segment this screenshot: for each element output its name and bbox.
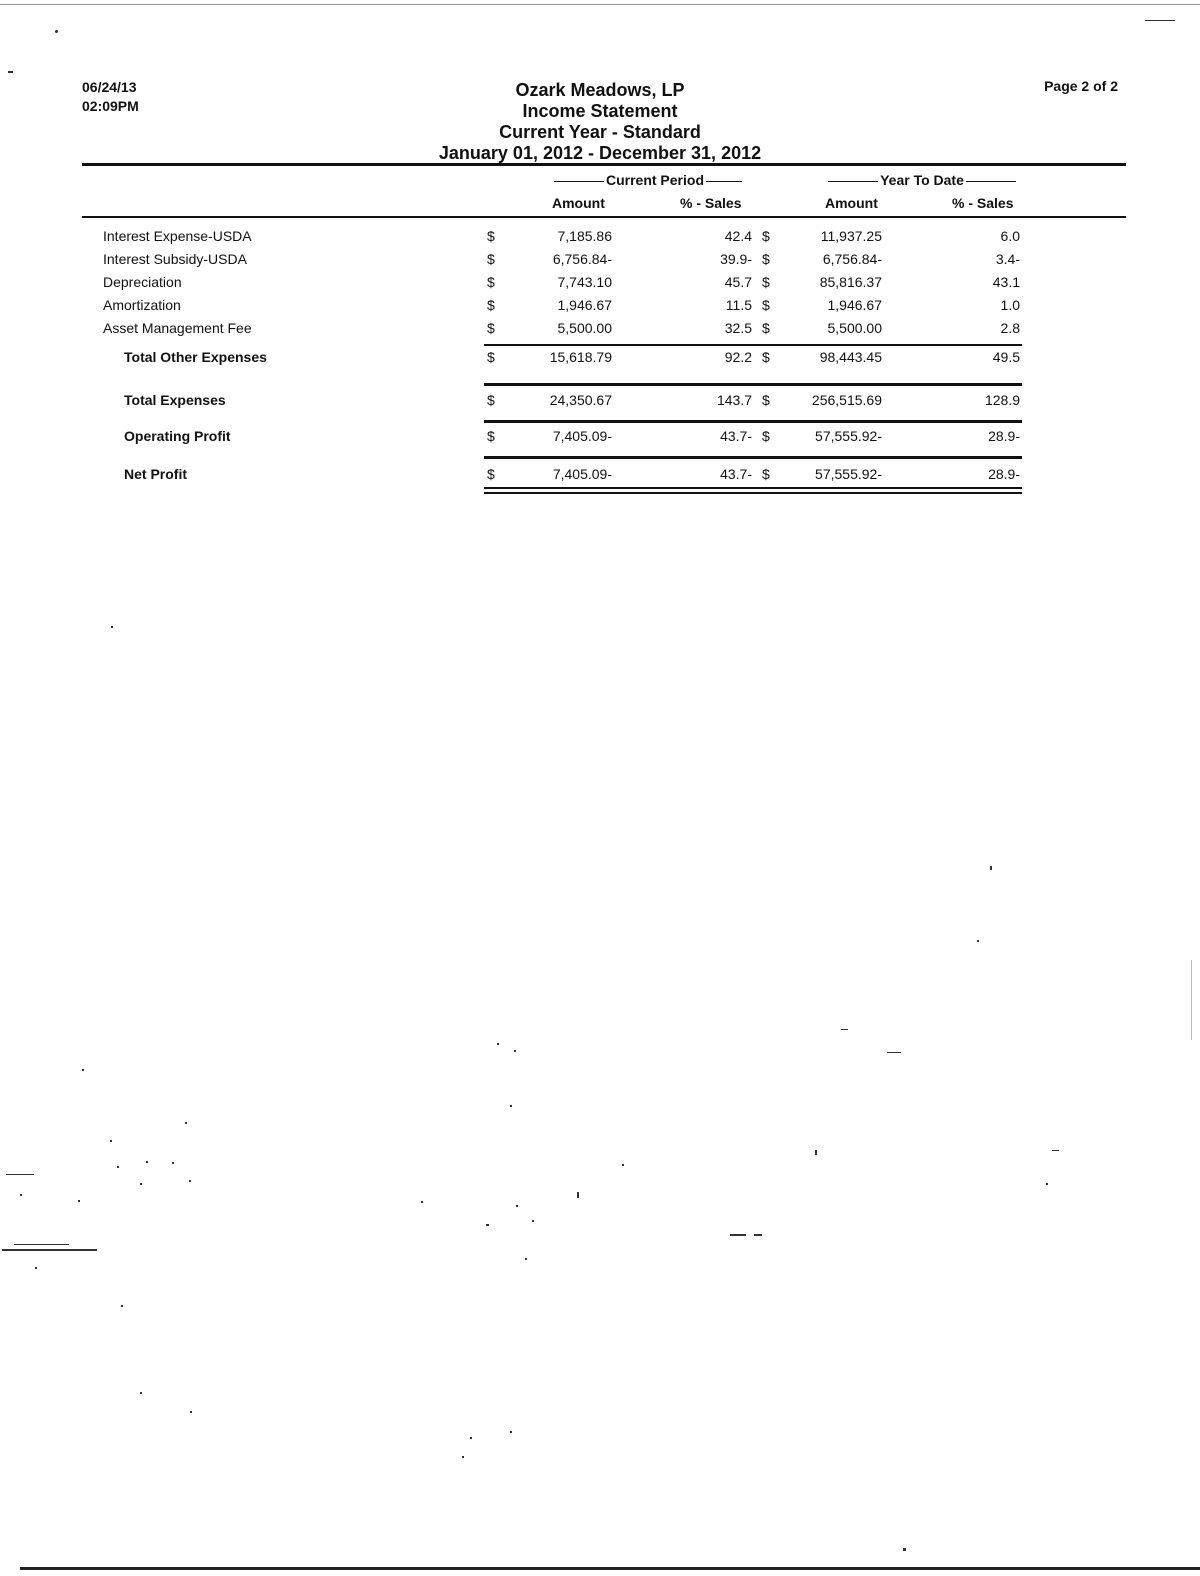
scan-dot [190, 1411, 192, 1413]
row-label: Total Expenses [124, 392, 226, 408]
pct-ytd: 6.0 [1000, 228, 1020, 244]
subtotal-rule [484, 344, 1022, 346]
pct-ytd: 43.1 [992, 274, 1020, 290]
pct-ytd: 49.5 [992, 349, 1020, 365]
total-row-net-profit [0, 466, 1200, 488]
scan-dot [1046, 1183, 1048, 1185]
row-label: Amortization [103, 297, 181, 313]
dollar-sign: $ [762, 228, 770, 244]
pct-current: 45.7 [724, 274, 752, 290]
column-group-current-period [548, 172, 748, 188]
report-basis: Current Year - Standard [499, 122, 701, 142]
dollar-sign: $ [487, 320, 495, 336]
scan-dot [146, 1161, 148, 1163]
pct-current: 39.9- [720, 251, 752, 267]
pct-current: 11.5 [725, 297, 752, 313]
scan-mark [730, 1234, 746, 1236]
scan-edge-top [0, 4, 1200, 5]
pct-current: 32.5 [724, 320, 752, 336]
dollar-sign: $ [487, 274, 495, 290]
scan-dot [903, 1548, 906, 1551]
scan-dot [110, 1140, 112, 1142]
column-group-label: Current Period [605, 172, 704, 188]
amount-ytd: 85,816.37 [819, 274, 882, 290]
scan-mark [887, 1052, 901, 1053]
scan-dot [172, 1162, 174, 1164]
double-underline-bottom [484, 492, 1022, 494]
divider [554, 181, 604, 182]
pct-ytd: 2.8 [1000, 320, 1020, 336]
scan-dot [140, 1183, 142, 1185]
row-label: Depreciation [103, 274, 182, 290]
table-row [0, 228, 1200, 250]
column-group-label: Year To Date [880, 172, 964, 188]
pct-current: 92.2 [724, 349, 752, 365]
scan-dot [977, 940, 979, 942]
total-row-expenses [0, 392, 1200, 414]
dollar-sign: $ [762, 428, 770, 444]
column-group-year-to-date [822, 172, 1022, 188]
divider [966, 181, 1016, 182]
scan-dot [990, 866, 992, 870]
scan-dot [111, 626, 113, 628]
row-label: Total Other Expenses [124, 349, 267, 365]
scan-edge-bottom [20, 1567, 1200, 1570]
table-row [0, 320, 1200, 342]
scan-dot [497, 1043, 499, 1045]
scan-dot [510, 1105, 512, 1107]
scan-mark [6, 1174, 34, 1175]
dollar-sign: $ [487, 428, 495, 444]
dollar-sign: $ [762, 466, 770, 482]
scan-mark [14, 1244, 69, 1245]
amount-current: 1,946.67 [557, 297, 612, 313]
header-rule [82, 163, 1126, 166]
pct-ytd: 28.9- [988, 466, 1020, 482]
total-row-operating-profit [0, 428, 1200, 450]
scan-dot [185, 1122, 187, 1124]
dollar-sign: $ [762, 320, 770, 336]
column-header-rule [82, 216, 1126, 218]
amount-current: 7,185.86 [557, 228, 612, 244]
dollar-sign: $ [762, 297, 770, 313]
amount-ytd: 57,555.92- [815, 466, 882, 482]
subtotal-rule [484, 383, 1022, 386]
amount-current: 15,618.79 [549, 349, 612, 365]
report-time: 02:09PM [82, 98, 139, 114]
dollar-sign: $ [487, 349, 495, 365]
scan-dot [121, 1305, 123, 1307]
report-name: Income Statement [522, 101, 678, 121]
amount-current: 7,743.10 [557, 274, 612, 290]
dollar-sign: $ [762, 274, 770, 290]
scan-dot [514, 1050, 516, 1052]
double-underline-top [484, 487, 1022, 489]
scan-dot [55, 30, 58, 33]
dollar-sign: $ [487, 392, 495, 408]
column-header-pct-ytd: % - Sales [952, 195, 1014, 211]
dollar-sign: $ [762, 251, 770, 267]
dollar-sign: $ [762, 392, 770, 408]
scan-dot [35, 1267, 37, 1269]
column-header-amount-ytd: Amount [825, 195, 878, 211]
amount-ytd: 57,555.92- [815, 428, 882, 444]
table-row [0, 274, 1200, 296]
scan-dot [140, 1392, 142, 1394]
pct-current: 43.7- [720, 466, 752, 482]
amount-ytd: 1,946.67 [827, 297, 882, 313]
page-number: Page 2 of 2 [1044, 78, 1118, 94]
amount-ytd: 98,443.45 [819, 349, 882, 365]
pct-ytd: 28.9- [988, 428, 1020, 444]
scan-mark [1145, 20, 1175, 21]
scan-edge-right [1191, 960, 1192, 1040]
divider [828, 181, 878, 182]
amount-ytd: 11,937.25 [820, 228, 882, 244]
amount-current: 5,500.00 [557, 320, 612, 336]
subtotal-rule [484, 456, 1022, 459]
total-row-other-expenses [0, 349, 1200, 371]
dollar-sign: $ [487, 228, 495, 244]
dollar-sign: $ [487, 251, 495, 267]
scan-mark [754, 1234, 762, 1236]
company-name: Ozark Meadows, LP [515, 80, 685, 100]
scan-dot [815, 1150, 817, 1155]
report-title-block [0, 80, 1200, 164]
scan-dot [622, 1164, 624, 1166]
dollar-sign: $ [762, 349, 770, 365]
subtotal-rule [484, 420, 1022, 423]
scan-dot [577, 1192, 579, 1198]
pct-current: 42.4 [724, 228, 752, 244]
row-label: Net Profit [124, 466, 187, 482]
amount-current: 7,405.09- [552, 428, 612, 444]
amount-ytd: 6,756.84- [822, 251, 882, 267]
report-date: 06/24/13 [82, 79, 137, 95]
scan-dot [189, 1180, 191, 1182]
scan-dot [470, 1437, 472, 1439]
scan-dot [525, 1258, 527, 1260]
scan-dot [462, 1456, 464, 1458]
scan-dot [516, 1205, 518, 1207]
table-row [0, 297, 1200, 319]
pct-ytd: 128.9 [984, 392, 1020, 408]
amount-current: 7,405.09- [552, 466, 612, 482]
dollar-sign: $ [487, 297, 495, 313]
scan-dot [82, 1069, 84, 1071]
column-header-pct-current: % - Sales [680, 195, 742, 211]
scan-dot [78, 1200, 80, 1202]
pct-ytd: 3.4- [995, 251, 1020, 267]
scan-mark [1052, 1150, 1059, 1151]
scan-dot [421, 1201, 423, 1203]
row-label: Operating Profit [124, 428, 231, 444]
scan-dot [510, 1431, 512, 1433]
row-label: Asset Management Fee [103, 320, 252, 336]
dollar-sign: $ [487, 466, 495, 482]
scan-dot [117, 1166, 119, 1168]
scan-dot [8, 71, 13, 73]
pct-current: 143.7 [716, 392, 752, 408]
report-period: January 01, 2012 - December 31, 2012 [438, 143, 762, 163]
amount-ytd: 256,515.69 [811, 392, 882, 408]
divider [706, 181, 742, 182]
scan-dot [20, 1194, 22, 1196]
table-row [0, 251, 1200, 273]
scan-mark [841, 1029, 848, 1030]
scan-dot [486, 1224, 489, 1226]
scan-dot [532, 1220, 534, 1222]
pct-ytd: 1.0 [1000, 297, 1020, 313]
amount-ytd: 5,500.00 [827, 320, 882, 336]
column-header-amount-current: Amount [552, 195, 605, 211]
row-label: Interest Expense-USDA [103, 228, 252, 244]
amount-current: 24,350.67 [549, 392, 612, 408]
scan-mark [2, 1249, 97, 1251]
pct-current: 43.7- [720, 428, 752, 444]
row-label: Interest Subsidy-USDA [103, 251, 247, 267]
amount-current: 6,756.84- [552, 251, 612, 267]
